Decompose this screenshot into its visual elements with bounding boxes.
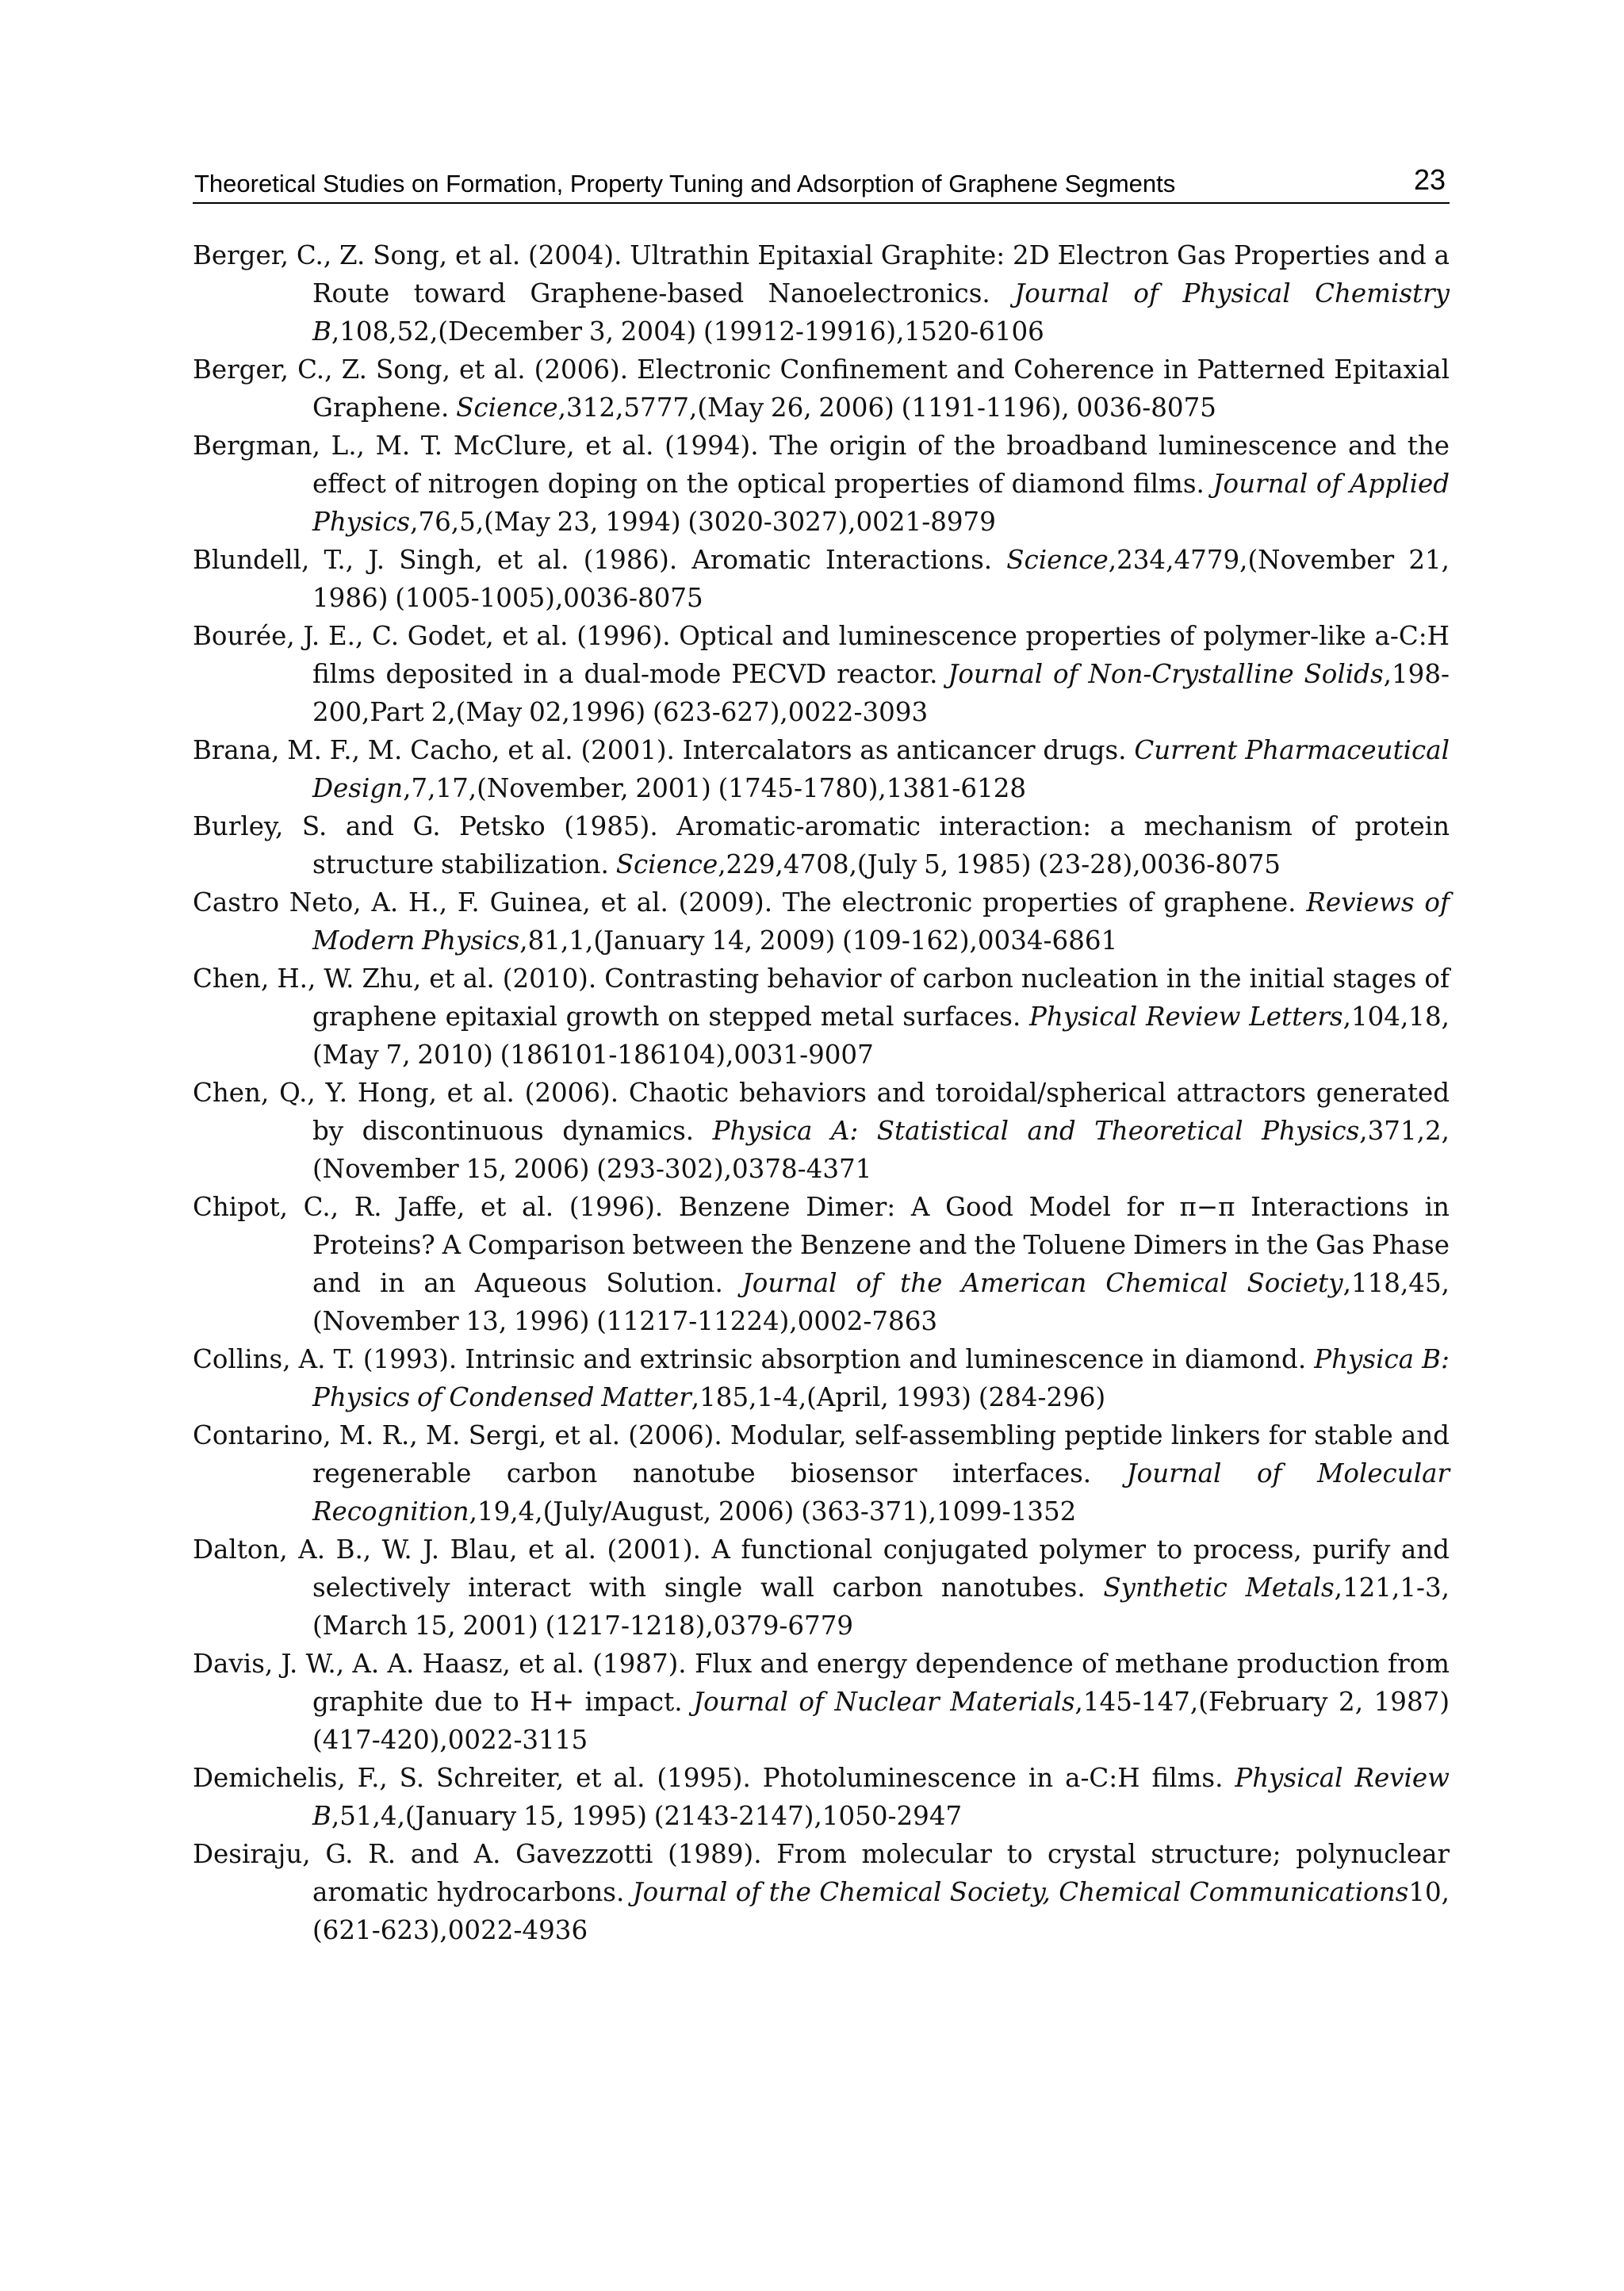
reference-entry	[193, 1416, 1450, 1531]
reference-text: Collins, A. T. (1993). Intrinsic and extrinsic absorption and luminescence in diamond.	[193, 1344, 1315, 1374]
reference-journal: Journal of Physical Chemistry B	[312, 278, 1450, 347]
reference-journal: Journal of the Chemical Society, Chemical Communications	[632, 1877, 1409, 1907]
reference-details: ,234,4779,(November 21, 1986) (1005-1005),0036-8075	[312, 545, 1450, 613]
reference-entry	[193, 351, 1450, 427]
reference-details: ,104,18,(May 7, 2010) (186101-186104),0031-9007	[312, 1002, 1450, 1070]
reference-text: Dalton, A. B., W. J. Blau, et al. (2001). A functional conjugated polymer to process, purify and selectively interact with single wall carbon nanotubes.	[193, 1534, 1450, 1603]
reference-entry	[193, 1074, 1450, 1188]
reference-text: Demichelis, F., S. Schreiter, et al. (1995). Photoluminescence in a-C:H films.	[193, 1763, 1235, 1793]
reference-details: ,198-200,Part 2,(May 02,1996) (623-627),0022-3093	[312, 659, 1450, 727]
reference-text: Desiraju, G. R. and A. Gavezzotti (1989). From molecular to crystal structure; polynuclear aromatic hydrocarbons.	[193, 1839, 1450, 1907]
running-header	[193, 163, 1450, 204]
reference-journal: Physica A: Statistical and Theoretical Physics	[712, 1116, 1360, 1146]
reference-details: ,371,2,(November 15, 2006) (293-302),0378-4371	[312, 1116, 1450, 1184]
reference-details: ,145-147,(February 2, 1987) (417-420),0022-3115	[312, 1687, 1450, 1755]
reference-details: ,312,5777,(May 26, 2006) (1191-1196), 0036-8075	[557, 393, 1216, 423]
reference-journal: Physical Review B	[312, 1763, 1450, 1831]
reference-text: Castro Neto, A. H., F. Guinea, et al. (2009). The electronic properties of graphene.	[193, 887, 1307, 918]
reference-text: Contarino, M. R., M. Sergi, et al. (2006). Modular, self-assembling peptide linkers for stable and regenerable carbon nanotube biosensor interfaces.	[193, 1420, 1450, 1488]
reference-entry	[193, 1188, 1450, 1340]
reference-text: Davis, J. W., A. A. Haasz, et al. (1987). Flux and energy dependence of methane production from graphite due to H+ impact.	[193, 1649, 1450, 1717]
page-number: 23	[1413, 163, 1446, 196]
reference-details: ,51,4,(January 15, 1995) (2143-2147),1050-2947	[331, 1801, 963, 1831]
reference-journal: Science	[456, 393, 558, 423]
reference-journal: Science	[615, 849, 718, 879]
reference-details: ,185,1-4,(April, 1993) (284-296)	[691, 1382, 1106, 1412]
reference-list	[193, 236, 1450, 1949]
reference-details: ,121,1-3,(March 15, 2001) (1217-1218),0379-6779	[312, 1573, 1450, 1641]
reference-entry	[193, 1340, 1450, 1416]
reference-text: Bourée, J. E., C. Godet, et al. (1996). Optical and luminescence properties of polymer-like a-C:H films deposited in a dual-mode PECVD reactor.	[193, 621, 1450, 689]
reference-journal: Journal of Molecular Recognition	[312, 1458, 1450, 1527]
reference-entry	[193, 883, 1450, 960]
reference-entry	[193, 807, 1450, 883]
reference-journal: Journal of Nuclear Materials	[693, 1687, 1075, 1717]
reference-details: ,81,1,(January 14, 2009) (109-162),0034-6861	[519, 925, 1118, 956]
reference-entry	[193, 1645, 1450, 1759]
reference-text: Berger, C., Z. Song, et al. (2004). Ultrathin Epitaxial Graphite: 2D Electron Gas Properties and a Route toward Graphene-based Nanoelectronics.	[193, 240, 1450, 308]
reference-details: ,118,45,(November 13, 1996) (11217-11224),0002-7863	[312, 1268, 1450, 1336]
reference-text: Blundell, T., J. Singh, et al. (1986). Aromatic Interactions.	[193, 545, 1007, 575]
reference-journal: Physica B: Physics of Condensed Matter	[312, 1344, 1450, 1412]
reference-text: Burley, S. and G. Petsko (1985). Aromatic-aromatic interaction: a mechanism of protein structure stabilization.	[193, 811, 1450, 879]
reference-entry	[193, 236, 1450, 351]
reference-journal: Journal of Non-Crystalline Solids	[948, 659, 1384, 689]
reference-text: Brana, M. F., M. Cacho, et al. (2001). Intercalators as anticancer drugs.	[193, 735, 1135, 765]
reference-journal: Current Pharmaceutical Design	[312, 735, 1450, 803]
running-header-title: Theoretical Studies on Formation, Property Tuning and Adsorption of Graphene Segments	[194, 170, 1176, 197]
reference-entry	[193, 1835, 1450, 1949]
reference-entry	[193, 1759, 1450, 1835]
reference-text: Chen, H., W. Zhu, et al. (2010). Contrasting behavior of carbon nucleation in the initial stages of graphene epitaxial growth on stepped metal surfaces.	[193, 964, 1450, 1032]
reference-entry	[193, 960, 1450, 1074]
reference-entry	[193, 541, 1450, 617]
reference-text: Bergman, L., M. T. McClure, et al. (1994). The origin of the broadband luminescence and the effect of nitrogen doping on the optical properties of diamond films.	[193, 431, 1450, 499]
reference-journal: Journal of Applied Physics	[312, 469, 1450, 537]
reference-details: ,229,4708,(July 5, 1985) (23-28),0036-8075	[718, 849, 1281, 879]
reference-details: 10, (621-623),0022-4936	[312, 1877, 1450, 1945]
reference-details: ,7,17,(November, 2001) (1745-1780),1381-6128	[403, 773, 1027, 803]
reference-journal: Science	[1006, 545, 1109, 575]
reference-text: Chipot, C., R. Jaffe, et al. (1996). Benzene Dimer: A Good Model for π−π Interactions in Proteins? A Comparison between the Benzene and the Toluene Dimers in the Gas Phase and in an Aqueous Solution.	[193, 1192, 1450, 1298]
reference-entry	[193, 427, 1450, 541]
reference-journal: Synthetic Metals	[1103, 1573, 1335, 1603]
reference-entry	[193, 1531, 1450, 1645]
reference-details: ,19,4,(July/August, 2006) (363-371),1099-1352	[469, 1496, 1077, 1527]
reference-journal: Reviews of Modern Physics	[312, 887, 1450, 956]
reference-entry	[193, 617, 1450, 731]
reference-journal: Journal of the American Chemical Society	[741, 1268, 1343, 1298]
reference-text: Chen, Q., Y. Hong, et al. (2006). Chaotic behaviors and toroidal/spherical attractors generated by discontinuous dynamics.	[193, 1078, 1450, 1146]
reference-text: Berger, C., Z. Song, et al. (2006). Electronic Confinement and Coherence in Patterned Epitaxial Graphene.	[193, 354, 1450, 423]
reference-details: ,76,5,(May 23, 1994) (3020-3027),0021-8979	[410, 507, 996, 537]
reference-details: ,108,52,(December 3, 2004) (19912-19916),1520-6106	[331, 316, 1044, 347]
reference-entry	[193, 731, 1450, 807]
reference-journal: Physical Review Letters	[1029, 1002, 1343, 1032]
